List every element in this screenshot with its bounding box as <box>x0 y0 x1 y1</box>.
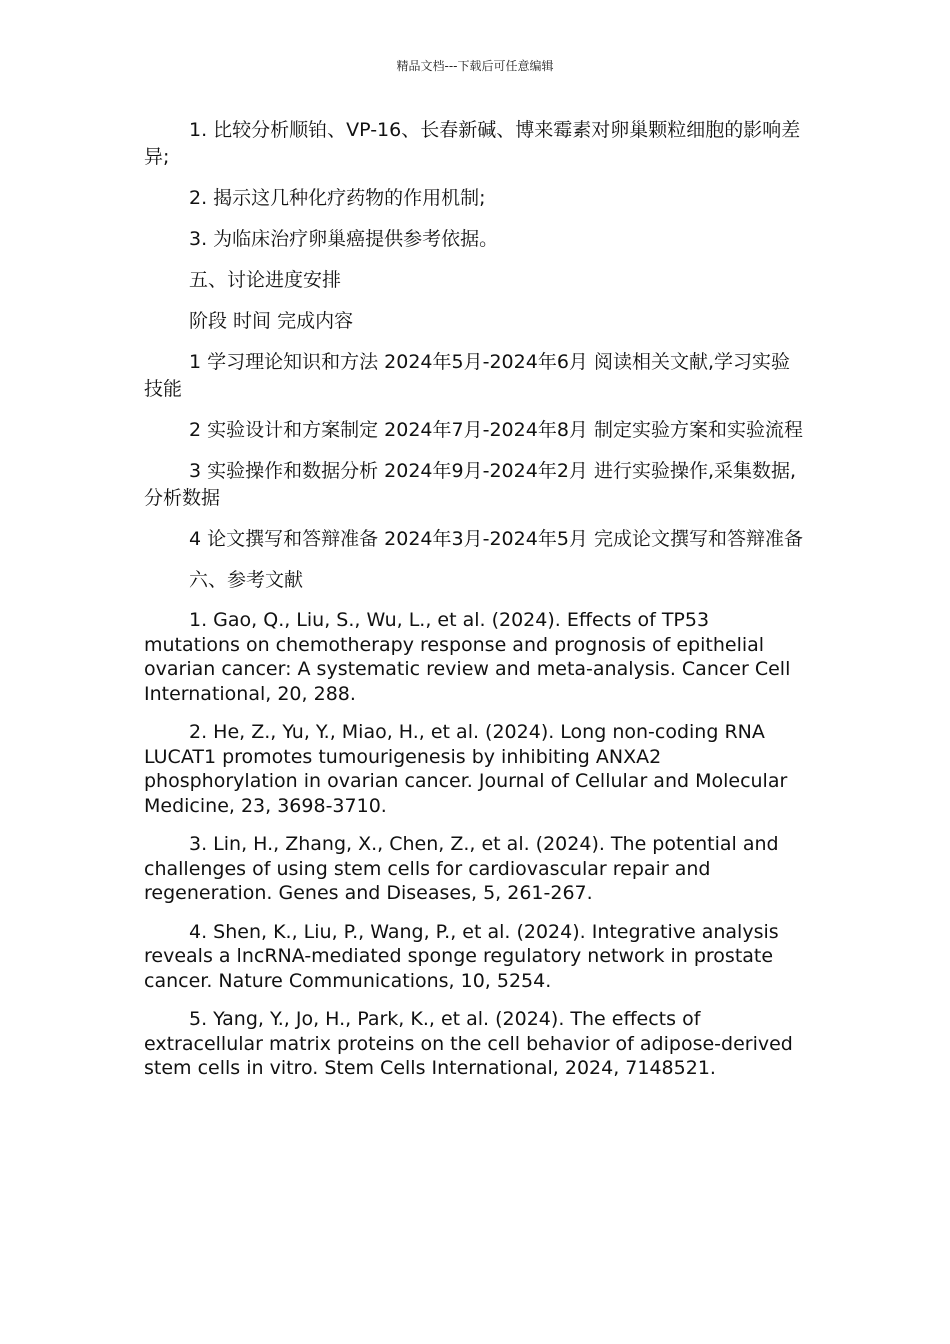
reference-item: 2. He, Z., Yu, Y., Miao, H., et al. (2024). Long non-coding RNA LUCAT1 promotes tumourigenesis by inhibiting ANXA2 phosphorylation in ovarian cancer. Journal of Cellular and Molecular Medicine, 23, 3698-3710. <box>144 721 788 817</box>
objective-item: 2. 揭示这几种化疗药物的作用机制; <box>189 187 486 209</box>
reference-item: 1. Gao, Q., Liu, S., Wu, L., et al. (2024). Effects of TP53 mutations on chemotherapy response and prognosis of epithelial ovarian cancer: A systematic review and meta-analysis. Cancer Cell International, 20, 288. <box>144 609 791 705</box>
objective-item: 1. 比较分析顺铂、VP-16、长春新碱、博来霉素对卵巢颗粒细胞的影响差异; <box>144 119 801 168</box>
reference-item: 3. Lin, H., Zhang, X., Chen, Z., et al. (2024). The potential and challenges of using stem cells for cardiovascular repair and regeneration. Genes and Diseases, 5, 261-267. <box>144 833 779 904</box>
schedule-row: 2 实验设计和方案制定 2024年7月-2024年8月 制定实验方案和实验流程 <box>189 419 803 441</box>
section-heading-references: 六、参考文献 <box>189 569 304 591</box>
schedule-row: 4 论文撰写和答辩准备 2024年3月-2024年5月 完成论文撰写和答辩准备 <box>189 528 803 550</box>
section-heading-schedule: 五、讨论进度安排 <box>189 269 342 291</box>
reference-item: 4. Shen, K., Liu, P., Wang, P., et al. (2024). Integrative analysis reveals a lncRNA-mediated sponge regulatory network in prostate cancer. Nature Communications, 10, 5254. <box>144 920 779 992</box>
schedule-row: 3 实验操作和数据分析 2024年9月-2024年2月 进行实验操作,采集数据,分析数据 <box>144 460 797 509</box>
schedule-row: 1 学习理论知识和方法 2024年5月-2024年6月 阅读相关文献,学习实验技能 <box>144 351 790 400</box>
document-body <box>144 117 806 1095</box>
schedule-columns: 阶段 时间 完成内容 <box>189 310 354 332</box>
reference-item: 5. Yang, Y., Jo, H., Park, K., et al. (2024). The effects of extracellular matrix proteins on the cell behavior of adipose-derived stem cells in vitro. Stem Cells International, 2024, 7148521. <box>144 1008 793 1079</box>
objective-item: 3. 为临床治疗卵巢癌提供参考依据。 <box>189 228 499 250</box>
page-header: 精品文档---下载后可任意编辑 <box>396 59 554 73</box>
